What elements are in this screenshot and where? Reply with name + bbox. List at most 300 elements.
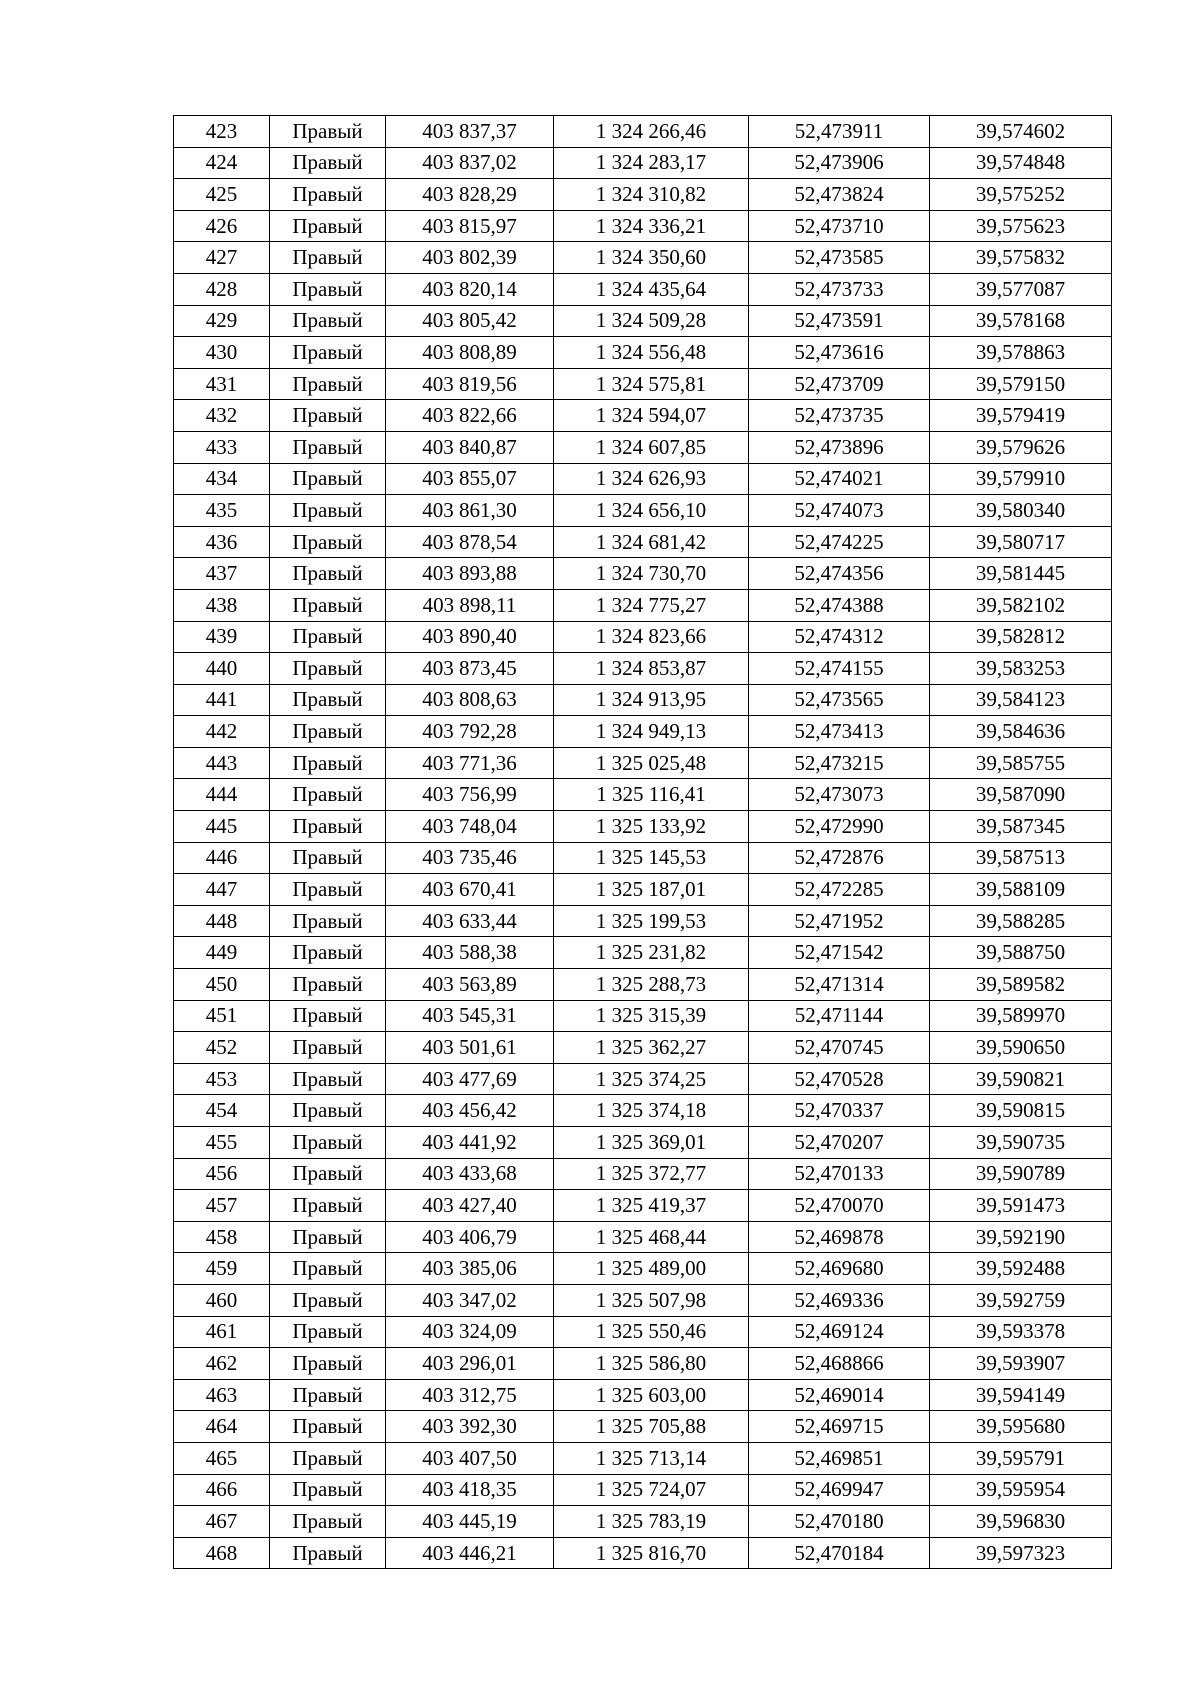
table-row — [174, 1316, 1112, 1348]
cell-latitude: 52,471314 — [749, 969, 930, 1001]
cell-x-coordinate: 403 418,35 — [386, 1474, 554, 1506]
cell-longitude: 39,584636 — [930, 716, 1112, 748]
cell-point-number: 431 — [174, 368, 270, 400]
cell-y-coordinate: 1 325 713,14 — [554, 1442, 749, 1474]
cell-latitude: 52,474356 — [749, 558, 930, 590]
table-row — [174, 368, 1112, 400]
cell-y-coordinate: 1 325 816,70 — [554, 1537, 749, 1569]
cell-longitude: 39,583253 — [930, 653, 1112, 685]
cell-bank-side: Правый — [270, 368, 386, 400]
cell-x-coordinate: 403 820,14 — [386, 273, 554, 305]
cell-point-number: 457 — [174, 1190, 270, 1222]
cell-longitude: 39,590821 — [930, 1063, 1112, 1095]
cell-point-number: 451 — [174, 1000, 270, 1032]
cell-longitude: 39,590650 — [930, 1032, 1112, 1064]
cell-point-number: 441 — [174, 684, 270, 716]
table-row — [174, 400, 1112, 432]
cell-bank-side: Правый — [270, 1063, 386, 1095]
cell-longitude: 39,580717 — [930, 526, 1112, 558]
cell-latitude: 52,470070 — [749, 1190, 930, 1222]
cell-point-number: 455 — [174, 1127, 270, 1159]
cell-bank-side: Правый — [270, 242, 386, 274]
cell-x-coordinate: 403 670,41 — [386, 874, 554, 906]
cell-y-coordinate: 1 325 187,01 — [554, 874, 749, 906]
cell-latitude: 52,473896 — [749, 431, 930, 463]
table-row — [174, 1158, 1112, 1190]
cell-y-coordinate: 1 324 336,21 — [554, 210, 749, 242]
cell-point-number: 458 — [174, 1221, 270, 1253]
cell-point-number: 429 — [174, 305, 270, 337]
cell-longitude: 39,575623 — [930, 210, 1112, 242]
cell-latitude: 52,470207 — [749, 1127, 930, 1159]
cell-longitude: 39,595680 — [930, 1411, 1112, 1443]
table-row — [174, 1221, 1112, 1253]
cell-point-number: 465 — [174, 1442, 270, 1474]
cell-bank-side: Правый — [270, 305, 386, 337]
cell-x-coordinate: 403 822,66 — [386, 400, 554, 432]
cell-bank-side: Правый — [270, 621, 386, 653]
table-row — [174, 1379, 1112, 1411]
cell-latitude: 52,469336 — [749, 1284, 930, 1316]
cell-bank-side: Правый — [270, 1379, 386, 1411]
cell-x-coordinate: 403 563,89 — [386, 969, 554, 1001]
cell-longitude: 39,594149 — [930, 1379, 1112, 1411]
cell-x-coordinate: 403 855,07 — [386, 463, 554, 495]
cell-longitude: 39,597323 — [930, 1537, 1112, 1569]
cell-bank-side: Правый — [270, 1316, 386, 1348]
cell-point-number: 461 — [174, 1316, 270, 1348]
table-row — [174, 905, 1112, 937]
cell-y-coordinate: 1 324 853,87 — [554, 653, 749, 685]
cell-latitude: 52,472876 — [749, 842, 930, 874]
cell-longitude: 39,574602 — [930, 116, 1112, 148]
table-row — [174, 463, 1112, 495]
cell-latitude: 52,473591 — [749, 305, 930, 337]
cell-latitude: 52,473735 — [749, 400, 930, 432]
cell-x-coordinate: 403 446,21 — [386, 1537, 554, 1569]
cell-latitude: 52,473710 — [749, 210, 930, 242]
cell-longitude: 39,582102 — [930, 589, 1112, 621]
cell-bank-side: Правый — [270, 1537, 386, 1569]
cell-latitude: 52,473709 — [749, 368, 930, 400]
cell-y-coordinate: 1 325 116,41 — [554, 779, 749, 811]
cell-x-coordinate: 403 441,92 — [386, 1127, 554, 1159]
cell-point-number: 432 — [174, 400, 270, 432]
cell-x-coordinate: 403 819,56 — [386, 368, 554, 400]
cell-x-coordinate: 403 792,28 — [386, 716, 554, 748]
cell-point-number: 426 — [174, 210, 270, 242]
cell-latitude: 52,473906 — [749, 147, 930, 179]
cell-latitude: 52,471144 — [749, 1000, 930, 1032]
cell-x-coordinate: 403 840,87 — [386, 431, 554, 463]
table-row — [174, 747, 1112, 779]
cell-x-coordinate: 403 756,99 — [386, 779, 554, 811]
cell-point-number: 462 — [174, 1348, 270, 1380]
cell-x-coordinate: 403 406,79 — [386, 1221, 554, 1253]
cell-longitude: 39,582812 — [930, 621, 1112, 653]
cell-bank-side: Правый — [270, 1095, 386, 1127]
cell-bank-side: Правый — [270, 1190, 386, 1222]
cell-x-coordinate: 403 296,01 — [386, 1348, 554, 1380]
cell-y-coordinate: 1 325 550,46 — [554, 1316, 749, 1348]
cell-x-coordinate: 403 477,69 — [386, 1063, 554, 1095]
cell-y-coordinate: 1 324 266,46 — [554, 116, 749, 148]
cell-point-number: 445 — [174, 811, 270, 843]
cell-longitude: 39,591473 — [930, 1190, 1112, 1222]
cell-bank-side: Правый — [270, 589, 386, 621]
cell-longitude: 39,578863 — [930, 337, 1112, 369]
cell-x-coordinate: 403 427,40 — [386, 1190, 554, 1222]
cell-longitude: 39,592190 — [930, 1221, 1112, 1253]
cell-x-coordinate: 403 456,42 — [386, 1095, 554, 1127]
cell-bank-side: Правый — [270, 684, 386, 716]
table-row — [174, 305, 1112, 337]
cell-bank-side: Правый — [270, 210, 386, 242]
cell-latitude: 52,469851 — [749, 1442, 930, 1474]
cell-x-coordinate: 403 392,30 — [386, 1411, 554, 1443]
cell-latitude: 52,473616 — [749, 337, 930, 369]
table-row — [174, 1537, 1112, 1569]
table-row — [174, 1253, 1112, 1285]
cell-latitude: 52,473824 — [749, 179, 930, 211]
cell-y-coordinate: 1 324 509,28 — [554, 305, 749, 337]
cell-y-coordinate: 1 325 705,88 — [554, 1411, 749, 1443]
cell-y-coordinate: 1 324 310,82 — [554, 179, 749, 211]
cell-longitude: 39,592488 — [930, 1253, 1112, 1285]
cell-latitude: 52,470528 — [749, 1063, 930, 1095]
cell-x-coordinate: 403 324,09 — [386, 1316, 554, 1348]
cell-bank-side: Правый — [270, 842, 386, 874]
cell-x-coordinate: 403 898,11 — [386, 589, 554, 621]
cell-longitude: 39,574848 — [930, 147, 1112, 179]
table-row — [174, 1506, 1112, 1538]
cell-y-coordinate: 1 325 362,27 — [554, 1032, 749, 1064]
cell-latitude: 52,473733 — [749, 273, 930, 305]
cell-bank-side: Правый — [270, 1158, 386, 1190]
table-row — [174, 1190, 1112, 1222]
cell-longitude: 39,592759 — [930, 1284, 1112, 1316]
table-row — [174, 937, 1112, 969]
cell-y-coordinate: 1 325 133,92 — [554, 811, 749, 843]
table-row — [174, 179, 1112, 211]
cell-point-number: 439 — [174, 621, 270, 653]
table-row — [174, 210, 1112, 242]
cell-latitude: 52,470337 — [749, 1095, 930, 1127]
cell-point-number: 434 — [174, 463, 270, 495]
cell-latitude: 52,469878 — [749, 1221, 930, 1253]
cell-bank-side: Правый — [270, 1221, 386, 1253]
coordinates-table-body — [174, 116, 1112, 1569]
cell-point-number: 447 — [174, 874, 270, 906]
cell-x-coordinate: 403 808,89 — [386, 337, 554, 369]
cell-y-coordinate: 1 324 949,13 — [554, 716, 749, 748]
table-row — [174, 684, 1112, 716]
cell-y-coordinate: 1 324 283,17 — [554, 147, 749, 179]
cell-longitude: 39,585755 — [930, 747, 1112, 779]
cell-longitude: 39,575252 — [930, 179, 1112, 211]
table-row — [174, 116, 1112, 148]
cell-bank-side: Правый — [270, 969, 386, 1001]
table-row — [174, 874, 1112, 906]
table-row — [174, 589, 1112, 621]
cell-x-coordinate: 403 878,54 — [386, 526, 554, 558]
cell-y-coordinate: 1 325 374,18 — [554, 1095, 749, 1127]
cell-y-coordinate: 1 324 775,27 — [554, 589, 749, 621]
table-row — [174, 242, 1112, 274]
cell-x-coordinate: 403 837,02 — [386, 147, 554, 179]
cell-longitude: 39,587090 — [930, 779, 1112, 811]
cell-x-coordinate: 403 873,45 — [386, 653, 554, 685]
cell-x-coordinate: 403 893,88 — [386, 558, 554, 590]
cell-bank-side: Правый — [270, 779, 386, 811]
table-row — [174, 716, 1112, 748]
cell-x-coordinate: 403 545,31 — [386, 1000, 554, 1032]
cell-point-number: 464 — [174, 1411, 270, 1443]
cell-bank-side: Правый — [270, 400, 386, 432]
cell-bank-side: Правый — [270, 905, 386, 937]
cell-latitude: 52,474021 — [749, 463, 930, 495]
cell-bank-side: Правый — [270, 937, 386, 969]
cell-latitude: 52,470184 — [749, 1537, 930, 1569]
table-row — [174, 1127, 1112, 1159]
cell-x-coordinate: 403 802,39 — [386, 242, 554, 274]
cell-point-number: 452 — [174, 1032, 270, 1064]
cell-latitude: 52,474155 — [749, 653, 930, 685]
cell-y-coordinate: 1 325 025,48 — [554, 747, 749, 779]
cell-bank-side: Правый — [270, 716, 386, 748]
cell-bank-side: Правый — [270, 1284, 386, 1316]
cell-longitude: 39,593378 — [930, 1316, 1112, 1348]
table-row — [174, 811, 1112, 843]
cell-x-coordinate: 403 837,37 — [386, 116, 554, 148]
cell-latitude: 52,469124 — [749, 1316, 930, 1348]
cell-y-coordinate: 1 325 586,80 — [554, 1348, 749, 1380]
cell-bank-side: Правый — [270, 747, 386, 779]
cell-point-number: 425 — [174, 179, 270, 211]
cell-x-coordinate: 403 815,97 — [386, 210, 554, 242]
cell-y-coordinate: 1 325 315,39 — [554, 1000, 749, 1032]
cell-x-coordinate: 403 748,04 — [386, 811, 554, 843]
cell-x-coordinate: 403 735,46 — [386, 842, 554, 874]
cell-point-number: 466 — [174, 1474, 270, 1506]
table-row — [174, 842, 1112, 874]
table-row — [174, 1284, 1112, 1316]
cell-latitude: 52,473413 — [749, 716, 930, 748]
cell-longitude: 39,593907 — [930, 1348, 1112, 1380]
cell-longitude: 39,581445 — [930, 558, 1112, 590]
cell-y-coordinate: 1 325 783,19 — [554, 1506, 749, 1538]
table-row — [174, 779, 1112, 811]
cell-point-number: 446 — [174, 842, 270, 874]
cell-latitude: 52,473073 — [749, 779, 930, 811]
cell-point-number: 468 — [174, 1537, 270, 1569]
cell-longitude: 39,595954 — [930, 1474, 1112, 1506]
cell-bank-side: Правый — [270, 463, 386, 495]
cell-point-number: 436 — [174, 526, 270, 558]
cell-longitude: 39,579910 — [930, 463, 1112, 495]
cell-y-coordinate: 1 325 374,25 — [554, 1063, 749, 1095]
cell-y-coordinate: 1 325 231,82 — [554, 937, 749, 969]
cell-bank-side: Правый — [270, 1348, 386, 1380]
cell-point-number: 467 — [174, 1506, 270, 1538]
cell-y-coordinate: 1 324 575,81 — [554, 368, 749, 400]
cell-x-coordinate: 403 433,68 — [386, 1158, 554, 1190]
cell-x-coordinate: 403 890,40 — [386, 621, 554, 653]
cell-point-number: 437 — [174, 558, 270, 590]
table-row — [174, 1095, 1112, 1127]
cell-point-number: 427 — [174, 242, 270, 274]
cell-bank-side: Правый — [270, 1442, 386, 1474]
table-row — [174, 337, 1112, 369]
cell-y-coordinate: 1 324 626,93 — [554, 463, 749, 495]
cell-bank-side: Правый — [270, 526, 386, 558]
cell-latitude: 52,473911 — [749, 116, 930, 148]
table-row — [174, 147, 1112, 179]
table-row — [174, 273, 1112, 305]
cell-y-coordinate: 1 325 199,53 — [554, 905, 749, 937]
cell-bank-side: Правый — [270, 337, 386, 369]
cell-x-coordinate: 403 407,50 — [386, 1442, 554, 1474]
cell-bank-side: Правый — [270, 273, 386, 305]
cell-x-coordinate: 403 861,30 — [386, 495, 554, 527]
cell-point-number: 438 — [174, 589, 270, 621]
cell-longitude: 39,587513 — [930, 842, 1112, 874]
cell-x-coordinate: 403 312,75 — [386, 1379, 554, 1411]
cell-bank-side: Правый — [270, 1000, 386, 1032]
cell-y-coordinate: 1 324 350,60 — [554, 242, 749, 274]
cell-point-number: 454 — [174, 1095, 270, 1127]
cell-y-coordinate: 1 325 369,01 — [554, 1127, 749, 1159]
cell-latitude: 52,470133 — [749, 1158, 930, 1190]
cell-latitude: 52,471542 — [749, 937, 930, 969]
cell-bank-side: Правый — [270, 1506, 386, 1538]
cell-latitude: 52,473565 — [749, 684, 930, 716]
cell-latitude: 52,472285 — [749, 874, 930, 906]
cell-longitude: 39,580340 — [930, 495, 1112, 527]
cell-longitude: 39,579419 — [930, 400, 1112, 432]
cell-latitude: 52,469680 — [749, 1253, 930, 1285]
cell-y-coordinate: 1 324 435,64 — [554, 273, 749, 305]
cell-x-coordinate: 403 347,02 — [386, 1284, 554, 1316]
cell-latitude: 52,473215 — [749, 747, 930, 779]
cell-longitude: 39,590789 — [930, 1158, 1112, 1190]
cell-longitude: 39,589970 — [930, 1000, 1112, 1032]
cell-y-coordinate: 1 324 607,85 — [554, 431, 749, 463]
cell-y-coordinate: 1 325 507,98 — [554, 1284, 749, 1316]
cell-x-coordinate: 403 808,63 — [386, 684, 554, 716]
cell-point-number: 442 — [174, 716, 270, 748]
cell-x-coordinate: 403 445,19 — [386, 1506, 554, 1538]
cell-bank-side: Правый — [270, 1474, 386, 1506]
cell-longitude: 39,579626 — [930, 431, 1112, 463]
cell-longitude: 39,588285 — [930, 905, 1112, 937]
cell-longitude: 39,578168 — [930, 305, 1112, 337]
cell-y-coordinate: 1 324 823,66 — [554, 621, 749, 653]
table-row — [174, 1063, 1112, 1095]
cell-y-coordinate: 1 324 556,48 — [554, 337, 749, 369]
cell-point-number: 435 — [174, 495, 270, 527]
cell-latitude: 52,474073 — [749, 495, 930, 527]
cell-point-number: 424 — [174, 147, 270, 179]
cell-longitude: 39,595791 — [930, 1442, 1112, 1474]
cell-y-coordinate: 1 325 724,07 — [554, 1474, 749, 1506]
table-row — [174, 1000, 1112, 1032]
cell-latitude: 52,473585 — [749, 242, 930, 274]
cell-longitude: 39,575832 — [930, 242, 1112, 274]
table-row — [174, 969, 1112, 1001]
cell-point-number: 433 — [174, 431, 270, 463]
cell-bank-side: Правый — [270, 1411, 386, 1443]
cell-longitude: 39,589582 — [930, 969, 1112, 1001]
cell-y-coordinate: 1 324 730,70 — [554, 558, 749, 590]
cell-x-coordinate: 403 385,06 — [386, 1253, 554, 1285]
cell-latitude: 52,469947 — [749, 1474, 930, 1506]
table-row — [174, 1348, 1112, 1380]
cell-bank-side: Правый — [270, 431, 386, 463]
cell-point-number: 459 — [174, 1253, 270, 1285]
cell-longitude: 39,584123 — [930, 684, 1112, 716]
cell-bank-side: Правый — [270, 558, 386, 590]
cell-bank-side: Правый — [270, 811, 386, 843]
cell-point-number: 448 — [174, 905, 270, 937]
table-row — [174, 431, 1112, 463]
cell-y-coordinate: 1 325 489,00 — [554, 1253, 749, 1285]
cell-longitude: 39,590735 — [930, 1127, 1112, 1159]
cell-longitude: 39,588750 — [930, 937, 1112, 969]
cell-y-coordinate: 1 325 419,37 — [554, 1190, 749, 1222]
cell-x-coordinate: 403 501,61 — [386, 1032, 554, 1064]
table-row — [174, 558, 1112, 590]
cell-point-number: 450 — [174, 969, 270, 1001]
cell-bank-side: Правый — [270, 1032, 386, 1064]
cell-point-number: 463 — [174, 1379, 270, 1411]
table-row — [174, 1032, 1112, 1064]
cell-bank-side: Правый — [270, 1127, 386, 1159]
cell-x-coordinate: 403 588,38 — [386, 937, 554, 969]
cell-longitude: 39,588109 — [930, 874, 1112, 906]
cell-point-number: 449 — [174, 937, 270, 969]
cell-y-coordinate: 1 325 288,73 — [554, 969, 749, 1001]
cell-latitude: 52,468866 — [749, 1348, 930, 1380]
cell-latitude: 52,470180 — [749, 1506, 930, 1538]
cell-y-coordinate: 1 325 468,44 — [554, 1221, 749, 1253]
cell-latitude: 52,470745 — [749, 1032, 930, 1064]
cell-longitude: 39,579150 — [930, 368, 1112, 400]
cell-bank-side: Правый — [270, 653, 386, 685]
cell-point-number: 440 — [174, 653, 270, 685]
cell-latitude: 52,474312 — [749, 621, 930, 653]
table-row — [174, 526, 1112, 558]
cell-bank-side: Правый — [270, 874, 386, 906]
table-row — [174, 495, 1112, 527]
cell-longitude: 39,577087 — [930, 273, 1112, 305]
cell-y-coordinate: 1 325 145,53 — [554, 842, 749, 874]
cell-latitude: 52,469715 — [749, 1411, 930, 1443]
cell-bank-side: Правый — [270, 116, 386, 148]
table-row — [174, 621, 1112, 653]
table-row — [174, 653, 1112, 685]
cell-latitude: 52,471952 — [749, 905, 930, 937]
cell-latitude: 52,474225 — [749, 526, 930, 558]
cell-point-number: 423 — [174, 116, 270, 148]
cell-y-coordinate: 1 324 656,10 — [554, 495, 749, 527]
table-row — [174, 1442, 1112, 1474]
cell-latitude: 52,469014 — [749, 1379, 930, 1411]
cell-latitude: 52,474388 — [749, 589, 930, 621]
cell-longitude: 39,587345 — [930, 811, 1112, 843]
cell-bank-side: Правый — [270, 147, 386, 179]
cell-y-coordinate: 1 324 913,95 — [554, 684, 749, 716]
